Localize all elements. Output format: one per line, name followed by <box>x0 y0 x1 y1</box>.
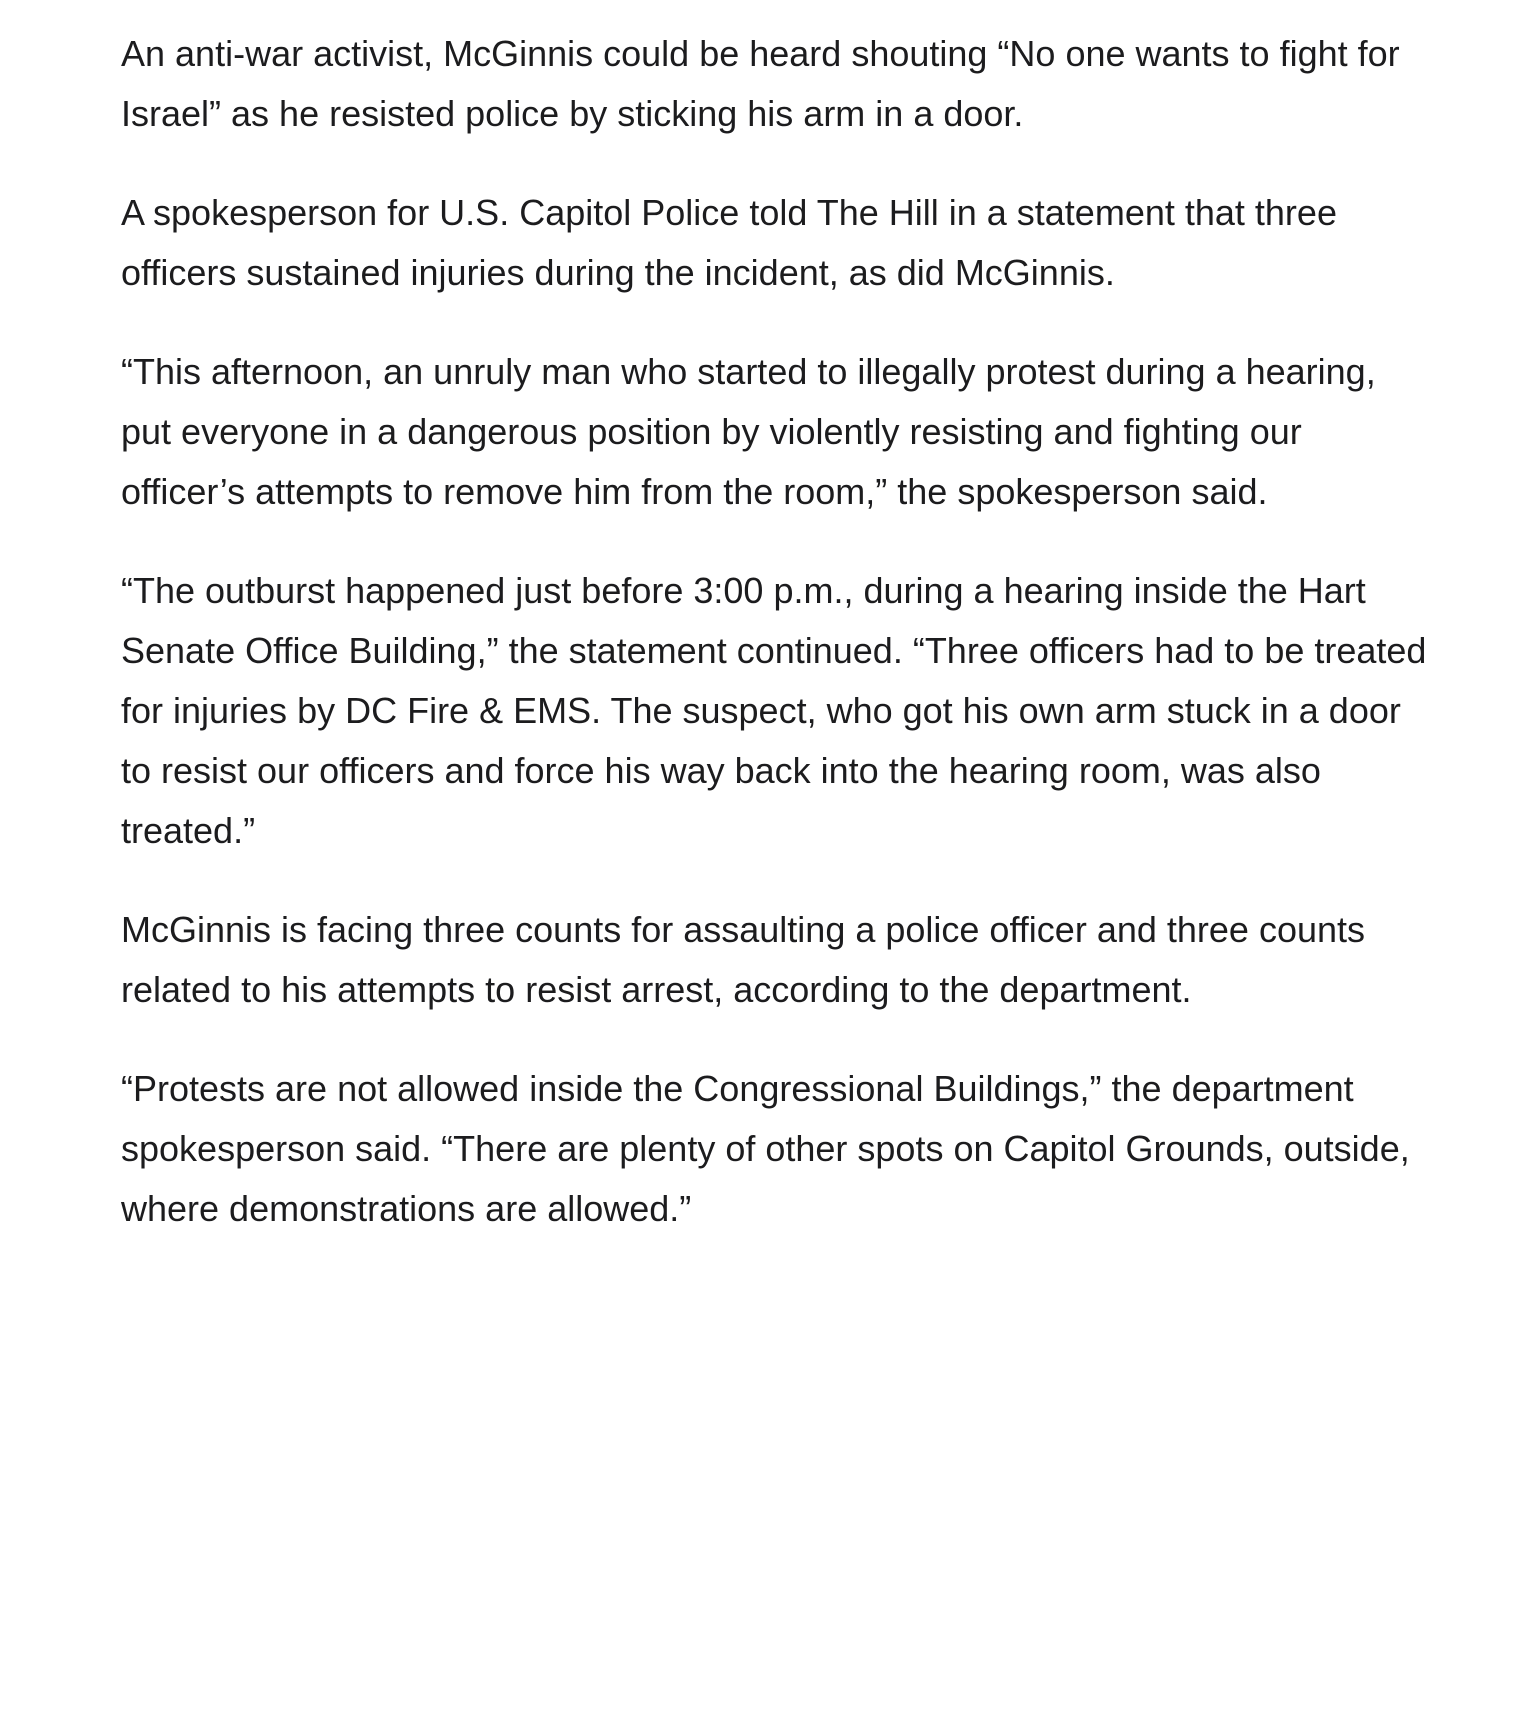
article-paragraph: A spokesperson for U.S. Capitol Police told The Hill in a statement that three officers sustained injuries during the incident, as did McGinnis. <box>121 192 1337 293</box>
article-paragraph: “This afternoon, an unruly man who started to illegally protest during a hearing, put everyone in a dangerous position by violently resisting and fighting our officer’s attempts to remove him from the room,” the spokesperson said. <box>121 351 1376 512</box>
article-paragraph: McGinnis is facing three counts for assaulting a police officer and three counts related to his attempts to resist arrest, according to the department. <box>121 909 1366 1010</box>
article-body <box>121 24 1431 1278</box>
article-paragraph: An anti-war activist, McGinnis could be heard shouting “No one wants to fight for Israel” as he resisted police by sticking his arm in a door. <box>121 33 1400 134</box>
article-paragraph: “Protests are not allowed inside the Congressional Buildings,” the department spokesperson said. “There are plenty of other spots on Capitol Grounds, outside, where demonstrations are allowed.” <box>121 1068 1410 1229</box>
article-paragraph: “The outburst happened just before 3:00 p.m., during a hearing inside the Hart Senate Office Building,” the statement continued. “Three officers had to be treated for injuries by DC Fire & EMS. The suspect, who got his own arm stuck in a door to resist our officers and force his way back into the hearing room, was also treated.” <box>121 570 1427 851</box>
